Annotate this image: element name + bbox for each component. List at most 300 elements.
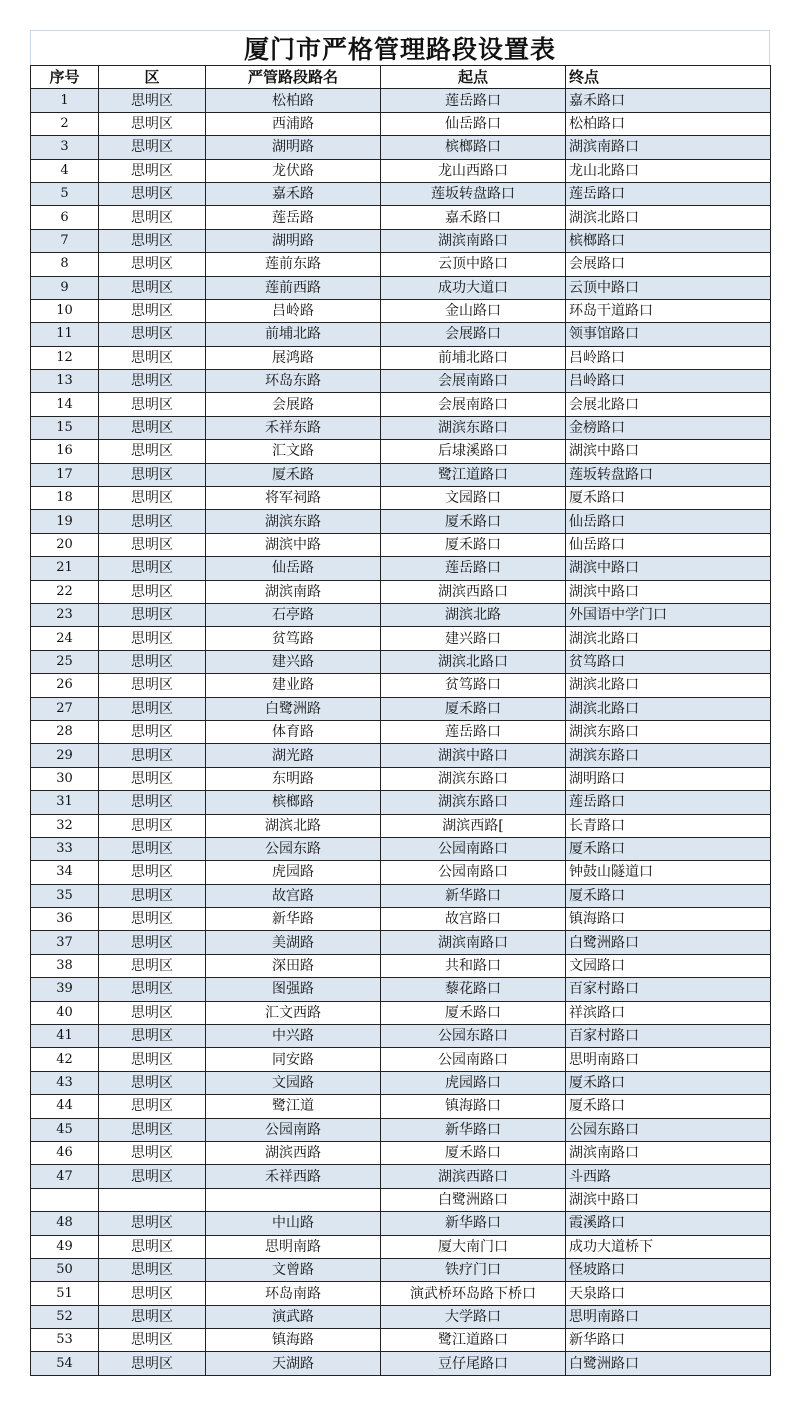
cell-end: 金榜路口 [566,416,771,439]
cell-end: 厦禾路口 [566,837,771,860]
table-row [31,580,771,603]
cell-start: 公园东路口 [381,1025,566,1048]
cell-road-name: 莲前东路 [206,253,381,276]
cell-district: 思明区 [99,627,206,650]
cell-district: 思明区 [99,463,206,486]
cell-end: 长青路口 [566,814,771,837]
cell-start: 新华路口 [381,884,566,907]
table-row [31,557,771,580]
cell-road-name: 湖明路 [206,229,381,252]
cell-road-name: 石亭路 [206,603,381,626]
cell-district: 思明区 [99,791,206,814]
cell-start: 公园南路口 [381,861,566,884]
cell-start: 湖滨中路口 [381,744,566,767]
cell-start: 湖滨东路口 [381,767,566,790]
cell-district: 思明区 [99,393,206,416]
cell-index: 19 [31,510,99,533]
cell-road-name: 禾祥东路 [206,416,381,439]
table-row [31,1071,771,1094]
cell-district: 思明区 [99,884,206,907]
cell-end: 吕岭路口 [566,346,771,369]
cell-start: 会展南路口 [381,393,566,416]
cell-end: 湖滨北路口 [566,627,771,650]
cell-road-name: 环岛东路 [206,370,381,393]
cell-district: 思明区 [99,650,206,673]
cell-district: 思明区 [99,323,206,346]
cell-start: 大学路口 [381,1305,566,1328]
cell-road-name: 贫笃路 [206,627,381,650]
cell-road-name: 湖滨东路 [206,510,381,533]
cell-start: 湖滨西路口 [381,1165,566,1188]
cell-start: 前埔北路口 [381,346,566,369]
cell-district: 思明区 [99,908,206,931]
table-row [31,206,771,229]
cell-index: 2 [31,112,99,135]
cell-start: 莲岳路口 [381,89,566,112]
table-row [31,370,771,393]
cell-end: 成功大道桥下 [566,1235,771,1258]
cell-district: 思明区 [99,1282,206,1305]
cell-road-name: 湖滨中路 [206,533,381,556]
cell-district: 思明区 [99,861,206,884]
cell-start: 厦禾路口 [381,510,566,533]
cell-district: 思明区 [99,1048,206,1071]
cell-road-name: 中山路 [206,1212,381,1235]
road-table [30,65,771,1376]
cell-district: 思明区 [99,416,206,439]
cell-district: 思明区 [99,978,206,1001]
table-row [31,346,771,369]
cell-index: 45 [31,1118,99,1141]
cell-road-name: 同安路 [206,1048,381,1071]
cell-end: 厦禾路口 [566,487,771,510]
cell-district: 思明区 [99,1071,206,1094]
cell-end: 莲岳路口 [566,791,771,814]
cell-district: 思明区 [99,112,206,135]
table-row [31,323,771,346]
cell-road-name: 文曾路 [206,1258,381,1281]
cell-index: 14 [31,393,99,416]
cell-road-name: 文园路 [206,1071,381,1094]
cell-start: 会展南路口 [381,370,566,393]
cell-index: 32 [31,814,99,837]
cell-district: 思明区 [99,159,206,182]
cell-start: 豆仔尾路口 [381,1352,566,1375]
table-row [31,1048,771,1071]
cell-start: 龙山西路口 [381,159,566,182]
cell-start: 湖滨北路口 [381,650,566,673]
table-row [31,814,771,837]
cell-end: 白鹭洲路口 [566,1352,771,1375]
cell-start: 镇海路口 [381,1095,566,1118]
cell-index: 6 [31,206,99,229]
cell-road-name: 虎园路 [206,861,381,884]
cell-end: 云顶中路口 [566,276,771,299]
table-row [31,1352,771,1375]
cell-start: 湖滨西路[ [381,814,566,837]
cell-district [99,1188,206,1211]
table-row [31,767,771,790]
cell-start: 铁疗门口 [381,1258,566,1281]
cell-road-name: 中兴路 [206,1025,381,1048]
cell-end: 湖滨南路口 [566,1141,771,1164]
cell-road-name: 天湖路 [206,1352,381,1375]
table-row [31,1258,771,1281]
cell-end: 湖滨北路口 [566,206,771,229]
cell-road-name: 龙伏路 [206,159,381,182]
cell-start: 虎园路口 [381,1071,566,1094]
cell-end: 会展北路口 [566,393,771,416]
cell-index: 22 [31,580,99,603]
cell-end: 钟鼓山隧道口 [566,861,771,884]
cell-district: 思明区 [99,1165,206,1188]
cell-road-name: 白鹭洲路 [206,697,381,720]
cell-district: 思明区 [99,674,206,697]
table-row [31,627,771,650]
cell-start: 槟榔路口 [381,136,566,159]
cell-end: 思明南路口 [566,1305,771,1328]
table-body [31,89,771,1375]
cell-end: 吕岭路口 [566,370,771,393]
table-row [31,1329,771,1352]
cell-end: 仙岳路口 [566,510,771,533]
cell-district: 思明区 [99,276,206,299]
cell-start: 湖滨东路口 [381,416,566,439]
cell-end: 嘉禾路口 [566,89,771,112]
cell-road-name: 嘉禾路 [206,182,381,205]
cell-start: 演武桥环岛路下桥口 [381,1282,566,1305]
cell-start: 厦禾路口 [381,697,566,720]
table-row [31,510,771,533]
cell-road-name: 公园南路 [206,1118,381,1141]
cell-start: 湖滨南路口 [381,931,566,954]
table-row [31,908,771,931]
table-row [31,861,771,884]
cell-road-name: 会展路 [206,393,381,416]
cell-district: 思明区 [99,697,206,720]
table-row [31,463,771,486]
table-title: 厦门市严格管理路段设置表 [30,30,770,65]
cell-index: 9 [31,276,99,299]
cell-end: 贫笃路口 [566,650,771,673]
table-row [31,1235,771,1258]
cell-road-name: 莲前西路 [206,276,381,299]
cell-index: 20 [31,533,99,556]
table-row [31,1025,771,1048]
cell-district: 思明区 [99,1352,206,1375]
table-row [31,487,771,510]
cell-road-name: 建业路 [206,674,381,697]
table-row [31,674,771,697]
cell-end: 松柏路口 [566,112,771,135]
cell-start: 后埭溪路口 [381,440,566,463]
cell-end: 湖明路口 [566,767,771,790]
cell-end: 百家村路口 [566,1025,771,1048]
cell-start: 文园路口 [381,487,566,510]
cell-start: 湖滨南路口 [381,229,566,252]
table-row [31,1001,771,1024]
cell-start: 厦禾路口 [381,533,566,556]
table-row [31,229,771,252]
cell-index: 10 [31,299,99,322]
cell-start: 成功大道口 [381,276,566,299]
cell-district: 思明区 [99,206,206,229]
cell-index: 53 [31,1329,99,1352]
cell-start: 金山路口 [381,299,566,322]
cell-road-name: 前埔北路 [206,323,381,346]
cell-district: 思明区 [99,1258,206,1281]
cell-road-name [206,1188,381,1211]
cell-index: 43 [31,1071,99,1094]
cell-index: 23 [31,603,99,626]
cell-road-name: 建兴路 [206,650,381,673]
table-row [31,299,771,322]
cell-district: 思明区 [99,487,206,510]
table-row [31,650,771,673]
table-row [31,1141,771,1164]
cell-district: 思明区 [99,136,206,159]
cell-index: 41 [31,1025,99,1048]
cell-end: 文园路口 [566,954,771,977]
cell-district: 思明区 [99,1141,206,1164]
cell-district: 思明区 [99,370,206,393]
cell-district: 思明区 [99,814,206,837]
table-row [31,276,771,299]
cell-end: 湖滨中路口 [566,580,771,603]
cell-road-name: 思明南路 [206,1235,381,1258]
cell-index: 11 [31,323,99,346]
cell-end: 湖滨中路口 [566,557,771,580]
cell-district: 思明区 [99,89,206,112]
cell-index: 13 [31,370,99,393]
cell-end: 领事馆路口 [566,323,771,346]
cell-district: 思明区 [99,346,206,369]
cell-road-name: 图强路 [206,978,381,1001]
cell-road-name: 湖滨南路 [206,580,381,603]
cell-district: 思明区 [99,1001,206,1024]
cell-index: 4 [31,159,99,182]
cell-road-name: 东明路 [206,767,381,790]
cell-end: 外国语中学门口 [566,603,771,626]
cell-end: 湖滨中路口 [566,440,771,463]
cell-index: 52 [31,1305,99,1328]
cell-index: 25 [31,650,99,673]
cell-index: 54 [31,1352,99,1375]
cell-road-name: 西浦路 [206,112,381,135]
cell-road-name: 莲岳路 [206,206,381,229]
cell-end: 厦禾路口 [566,884,771,907]
cell-district: 思明区 [99,1329,206,1352]
cell-district: 思明区 [99,1212,206,1235]
cell-end: 白鹭洲路口 [566,931,771,954]
cell-index: 15 [31,416,99,439]
cell-start: 厦禾路口 [381,1001,566,1024]
cell-start: 莲岳路口 [381,720,566,743]
cell-index: 36 [31,908,99,931]
cell-index: 44 [31,1095,99,1118]
cell-district: 思明区 [99,837,206,860]
cell-start: 藜花路口 [381,978,566,1001]
table-row [31,603,771,626]
cell-start: 共和路口 [381,954,566,977]
table-row [31,440,771,463]
cell-district: 思明区 [99,533,206,556]
cell-start: 嘉禾路口 [381,206,566,229]
table-row [31,884,771,907]
table-row [31,697,771,720]
table-row [31,837,771,860]
cell-road-name: 槟榔路 [206,791,381,814]
cell-road-name: 故宫路 [206,884,381,907]
cell-road-name: 汇文路 [206,440,381,463]
cell-end: 思明南路口 [566,1048,771,1071]
cell-index: 38 [31,954,99,977]
cell-road-name: 深田路 [206,954,381,977]
cell-end: 霞溪路口 [566,1212,771,1235]
cell-road-name: 禾祥西路 [206,1165,381,1188]
cell-index: 35 [31,884,99,907]
table-row [31,1188,771,1211]
cell-end: 湖滨南路口 [566,136,771,159]
cell-district: 思明区 [99,744,206,767]
table-row [31,89,771,112]
cell-district: 思明区 [99,229,206,252]
cell-district: 思明区 [99,182,206,205]
cell-index: 46 [31,1141,99,1164]
cell-end: 湖滨东路口 [566,744,771,767]
cell-district: 思明区 [99,603,206,626]
table-row [31,416,771,439]
table-row [31,744,771,767]
cell-index: 18 [31,487,99,510]
cell-index: 16 [31,440,99,463]
cell-end: 湖滨北路口 [566,674,771,697]
table-row [31,1282,771,1305]
cell-road-name: 湖滨西路 [206,1141,381,1164]
cell-index: 47 [31,1165,99,1188]
cell-index: 21 [31,557,99,580]
cell-road-name: 镇海路 [206,1329,381,1352]
cell-index: 27 [31,697,99,720]
cell-district: 思明区 [99,510,206,533]
cell-road-name: 汇文西路 [206,1001,381,1024]
cell-index: 40 [31,1001,99,1024]
cell-road-name: 鹭江道 [206,1095,381,1118]
cell-start: 白鹭洲路口 [381,1188,566,1211]
cell-index: 37 [31,931,99,954]
cell-road-name: 湖明路 [206,136,381,159]
cell-district: 思明区 [99,1235,206,1258]
cell-district: 思明区 [99,1025,206,1048]
cell-index: 49 [31,1235,99,1258]
cell-index [31,1188,99,1211]
cell-end: 厦禾路口 [566,1095,771,1118]
cell-road-name: 演武路 [206,1305,381,1328]
table-row [31,978,771,1001]
cell-start: 公园南路口 [381,837,566,860]
table-row [31,182,771,205]
table-row [31,720,771,743]
table-row [31,253,771,276]
cell-start: 鹭江道路口 [381,463,566,486]
cell-start: 湖滨西路口 [381,580,566,603]
cell-district: 思明区 [99,767,206,790]
header-row [31,66,771,89]
cell-index: 5 [31,182,99,205]
cell-index: 39 [31,978,99,1001]
cell-district: 思明区 [99,1305,206,1328]
cell-index: 8 [31,253,99,276]
cell-start: 新华路口 [381,1212,566,1235]
spreadsheet [30,30,770,1376]
header-road-name: 严管路段路名 [206,66,381,89]
cell-start: 仙岳路口 [381,112,566,135]
cell-index: 33 [31,837,99,860]
cell-road-name: 湖光路 [206,744,381,767]
header-district: 区 [99,66,206,89]
cell-road-name: 展鸿路 [206,346,381,369]
cell-index: 3 [31,136,99,159]
cell-end: 会展路口 [566,253,771,276]
cell-end: 湖滨北路口 [566,697,771,720]
cell-district: 思明区 [99,931,206,954]
cell-index: 50 [31,1258,99,1281]
cell-start: 莲岳路口 [381,557,566,580]
cell-end: 槟榔路口 [566,229,771,252]
cell-district: 思明区 [99,253,206,276]
cell-road-name: 厦禾路 [206,463,381,486]
cell-index: 17 [31,463,99,486]
cell-district: 思明区 [99,1095,206,1118]
table-row [31,393,771,416]
cell-district: 思明区 [99,299,206,322]
header-start: 起点 [381,66,566,89]
cell-index: 1 [31,89,99,112]
cell-index: 30 [31,767,99,790]
cell-end: 天泉路口 [566,1282,771,1305]
cell-start: 湖滨北路 [381,603,566,626]
cell-index: 24 [31,627,99,650]
cell-index: 48 [31,1212,99,1235]
cell-start: 湖滨东路口 [381,791,566,814]
cell-road-name: 体育路 [206,720,381,743]
header-end: 终点 [566,66,771,89]
cell-index: 51 [31,1282,99,1305]
table-row [31,1118,771,1141]
cell-index: 26 [31,674,99,697]
cell-start: 贫笃路口 [381,674,566,697]
cell-end: 百家村路口 [566,978,771,1001]
cell-index: 42 [31,1048,99,1071]
cell-end: 仙岳路口 [566,533,771,556]
cell-district: 思明区 [99,720,206,743]
cell-road-name: 将军祠路 [206,487,381,510]
cell-end: 新华路口 [566,1329,771,1352]
cell-start: 故宫路口 [381,908,566,931]
cell-end: 莲岳路口 [566,182,771,205]
table-row [31,931,771,954]
header-index: 序号 [31,66,99,89]
cell-start: 云顶中路口 [381,253,566,276]
cell-end: 湖滨中路口 [566,1188,771,1211]
cell-end: 湖滨东路口 [566,720,771,743]
cell-index: 28 [31,720,99,743]
cell-index: 12 [31,346,99,369]
cell-end: 祥滨路口 [566,1001,771,1024]
cell-road-name: 新华路 [206,908,381,931]
cell-district: 思明区 [99,580,206,603]
cell-road-name: 公园东路 [206,837,381,860]
